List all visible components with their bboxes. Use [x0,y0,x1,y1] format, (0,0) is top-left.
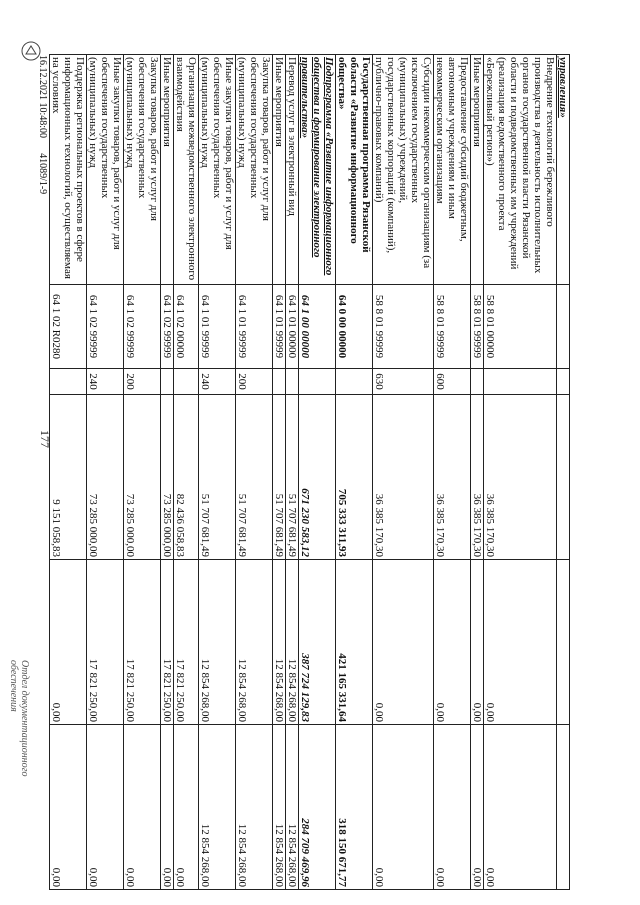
row-sum-2022: 51 707 681,49 [236,395,273,560]
row-code: 64 1 02 99999 [161,285,174,369]
row-sum-2023: 0,00 [50,560,87,725]
department-stamp [8,660,30,860]
row-sum-2022: 36 385 170,30 [373,395,434,560]
row-sum-2024: 0,00 [87,725,124,890]
row-sum-2023: 0,00 [471,560,484,725]
table-row [50,55,87,890]
stamp-line-2: обеспечения [8,660,19,712]
row-code: 64 1 02 R0280 [50,285,87,369]
row-code: 58 8 01 99999 [373,285,434,369]
row-name: Иные закупки товаров, работ и услуг для обеспечения государственных (муниципальных) нужд [199,55,236,285]
row-sum-2023: 12 854 268,00 [273,560,286,725]
row-sum-2023: 17 821 250,00 [174,560,199,725]
row-name: Предоставление субсидий бюджетным, автономным учреждениям и иным некоммерческим организациям [434,55,471,285]
table-row [299,55,336,890]
row-expense-type: 200 [236,369,273,395]
table-row [174,55,199,890]
table-row [273,55,286,890]
row-sum-2022: 705 333 311,93 [336,395,373,560]
row-name: Иные мероприятия [471,55,484,285]
row-sum-2024: 0,00 [174,725,199,890]
row-expense-type: 630 [373,369,434,395]
row-name: Государственная программа Рязанской области «Развитие информационного общества» [336,55,373,285]
row-name: Закупка товаров, работ и услуг для обеспечения государственных (муниципальных) нужд [124,55,161,285]
row-sum-2022: 51 707 681,49 [286,395,299,560]
row-name: Закупка товаров, работ и услуг для обеспечения государственных (муниципальных) нужд [236,55,273,285]
row-sum-2023: 12 854 268,00 [236,560,273,725]
row-name: управления» [557,55,570,285]
row-sum-2022: 671 230 583,12 [299,395,336,560]
row-expense-type [557,369,570,395]
row-sum-2023: 0,00 [373,560,434,725]
footer-timestamp: 16.12.2021 10:48:00 [37,55,48,139]
row-code: 64 1 01 99999 [273,285,286,369]
row-sum-2022: 82 436 058,83 [174,395,199,560]
row-code [557,285,570,369]
row-expense-type [273,369,286,395]
row-name: Иные мероприятия [161,55,174,285]
row-code: 64 1 02 99999 [124,285,161,369]
row-code: 64 1 02 99999 [87,285,124,369]
row-sum-2024: 0,00 [161,725,174,890]
row-sum-2022: 73 285 000,00 [161,395,174,560]
row-sum-2022: 36 385 170,30 [434,395,471,560]
row-sum-2022: 36 385 170,30 [471,395,484,560]
row-sum-2023: 17 821 250,00 [161,560,174,725]
budget-table-body [50,55,570,890]
table-row [373,55,434,890]
emblem-icon [20,40,42,62]
row-name: Организация межведомственного электронного взаимодействия [174,55,199,285]
row-sum-2022: 73 285 000,00 [124,395,161,560]
row-name: Субсидии некоммерческим организациям (за исключением государственных (муниципальных) учреждений, государственных корпораций (компаний), публично-правовых компаний) [373,55,434,285]
table-row [199,55,236,890]
row-expense-type [174,369,199,395]
row-sum-2023: 421 165 331,64 [336,560,373,725]
row-expense-type: 200 [124,369,161,395]
row-sum-2022: 9 151 058,83 [50,395,87,560]
row-sum-2023: 0,00 [434,560,471,725]
footer-line [37,55,48,455]
row-sum-2023 [557,560,570,725]
table-row [87,55,124,890]
row-sum-2024: 12 854 268,00 [236,725,273,890]
row-expense-type [161,369,174,395]
row-expense-type: 600 [434,369,471,395]
row-sum-2023: 12 854 268,00 [286,560,299,725]
row-sum-2023: 17 821 250,00 [87,560,124,725]
row-sum-2024: 0,00 [50,725,87,890]
row-sum-2023: 17 821 250,00 [124,560,161,725]
row-code: 58 8 01 99999 [434,285,471,369]
row-sum-2024: 12 854 268,00 [286,725,299,890]
table-row [434,55,471,890]
row-sum-2024: 0,00 [471,725,484,890]
row-sum-2023: 387 724 129,83 [299,560,336,725]
budget-table [49,54,570,890]
row-code: 64 1 01 99999 [199,285,236,369]
row-expense-type: 240 [199,369,236,395]
row-code: 58 8 01 00000 [484,285,557,369]
row-expense-type [286,369,299,395]
row-sum-2024: 0,00 [434,725,471,890]
table-row [471,55,484,890]
row-expense-type [299,369,336,395]
row-name: Подпрограмма «Развитие информационного общества и формирование электронного правительства» [299,55,336,285]
row-sum-2024: 12 854 268,00 [273,725,286,890]
row-code: 58 8 01 99999 [471,285,484,369]
row-sum-2024: 318 150 671,77 [336,725,373,890]
row-name: Иные закупки товаров, работ и услуг для обеспечения государственных (муниципальных) нужд [87,55,124,285]
row-expense-type [471,369,484,395]
table-row [336,55,373,890]
row-sum-2022: 51 707 681,49 [273,395,286,560]
row-name: Поддержка региональных проектов в сфере информационных технологий, осуществляемая на условиях [50,55,87,285]
row-sum-2024: 0,00 [484,725,557,890]
table-row [124,55,161,890]
row-expense-type [336,369,373,395]
table-row [161,55,174,890]
row-code: 64 1 01 99999 [236,285,273,369]
row-sum-2022: 73 285 000,00 [87,395,124,560]
row-code: 64 1 02 00000 [174,285,199,369]
table-row [557,55,570,890]
row-sum-2024: 12 854 268,00 [199,725,236,890]
row-expense-type [484,369,557,395]
row-sum-2024: 284 709 469,96 [299,725,336,890]
stamp-line-1: Отдел документационного [19,660,30,777]
rotated-page [50,54,570,889]
table-row [286,55,299,890]
row-code: 64 0 00 00000 [336,285,373,369]
row-sum-2024 [557,725,570,890]
row-sum-2023: 0,00 [484,560,557,725]
footer-doc-code: 41089/1-9 [37,153,48,195]
row-name: Перевод услуг в электронный вид [286,55,299,285]
row-name: Иные мероприятия [273,55,286,285]
row-expense-type: 240 [87,369,124,395]
row-code: 64 1 00 00000 [299,285,336,369]
table-row [484,55,557,890]
table-row [236,55,273,890]
row-sum-2024: 0,00 [373,725,434,890]
row-name: Внедрение технологий бережливого производства в деятельность исполнительных органов государственной власти Рязанской области и подведомственных им учреждений (реализация ведомственного проекта «Бережливый регион») [484,55,557,285]
row-sum-2024: 0,00 [124,725,161,890]
row-sum-2022 [557,395,570,560]
row-code: 64 1 01 00000 [286,285,299,369]
row-sum-2023: 12 854 268,00 [199,560,236,725]
row-sum-2022: 51 707 681,49 [199,395,236,560]
page-number: 177 [38,430,52,448]
row-expense-type [50,369,87,395]
row-sum-2022: 36 385 170,30 [484,395,557,560]
